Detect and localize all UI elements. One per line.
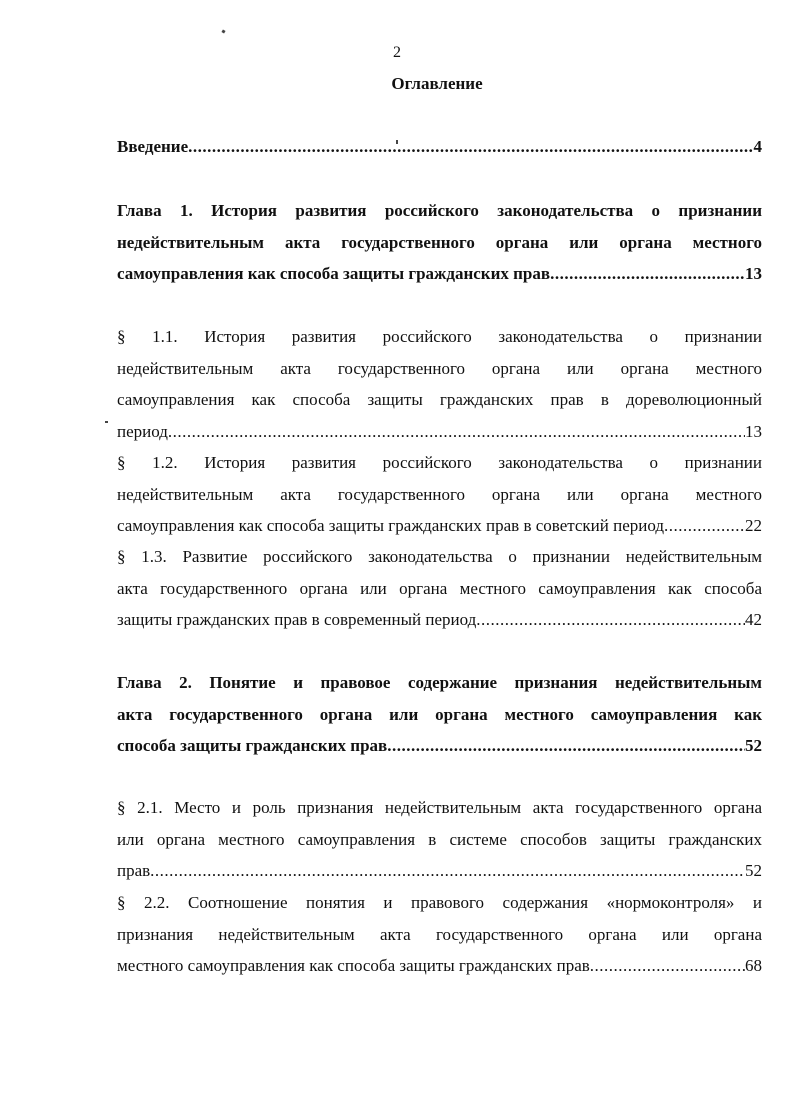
page-number: 2	[393, 44, 401, 61]
toc-entry-last-line: способа защиты гражданских прав ..... 52	[117, 730, 762, 762]
toc-page-number: 4	[753, 137, 762, 156]
toc-entry-line: акта государственного органа или органа местного самоуправления как	[117, 704, 762, 724]
toc-entry-line: самоуправления как способа защиты гражданских прав в дореволюционный	[117, 390, 762, 409]
toc-entry-introduction[interactable]	[117, 131, 762, 163]
toc-page-number: 68	[745, 956, 762, 975]
toc-page-number: 52	[745, 736, 762, 755]
scan-speck	[221, 29, 225, 33]
toc-entry-last-line: самоуправления как способа защиты гражданских прав ..... 13	[117, 258, 762, 290]
toc-entry-section-2-1[interactable]	[117, 792, 762, 887]
toc-entry-line: Глава 2. Понятие и правовое содержание признания недействительным	[117, 673, 762, 692]
scan-speck	[105, 421, 108, 423]
toc-entry-last-line: Введение ..... 4	[117, 131, 762, 163]
toc-entry-line: § 1.3. Развитие российского законодательства о признании недействительным	[117, 547, 762, 566]
toc-entry-last-line: прав ..... 52	[117, 855, 762, 887]
toc-entry-line: признания недействительным акта государственного органа или органа	[117, 924, 762, 944]
toc-entry-chapter-2[interactable]	[117, 667, 762, 762]
toc-page-number: 13	[745, 264, 762, 283]
dot-leader	[590, 950, 745, 982]
toc-entry-line: акта государственного органа или органа местного самоуправления как способа	[117, 578, 762, 598]
toc-entry-last-line: самоуправления как способа защиты гражданских прав в советский период ..... 22	[117, 510, 762, 542]
dot-leader	[188, 131, 753, 163]
toc-entry-last-line: период ..... 13	[117, 416, 762, 448]
dot-leader	[476, 604, 745, 636]
toc-entry-last-line: защиты гражданских прав в современный период ..... 42	[117, 604, 762, 636]
toc-entry-section-1-3[interactable]	[117, 541, 762, 636]
toc-entry-line: § 1.1. История развития российского законодательства о признании	[117, 327, 762, 346]
toc-title: Оглавление	[391, 74, 483, 93]
dot-leader	[664, 510, 745, 542]
toc-entry-chapter-1[interactable]	[117, 195, 762, 290]
toc-entry-section-1-1[interactable]	[117, 321, 762, 447]
toc-entry-line: Глава 1. История развития российского законодательства о признании	[117, 201, 762, 220]
toc-entry-section-2-2[interactable]	[117, 887, 762, 982]
toc-entry-line: недействительным акта государственного органа или органа местного	[117, 358, 762, 378]
dot-leader	[550, 258, 745, 290]
toc-entry-line: § 1.2. История развития российского законодательства о признании	[117, 453, 762, 472]
toc-entry-line: § 2.2. Соотношение понятия и правового содержания «нормоконтроля» и	[117, 893, 762, 912]
toc-entry-line: недействительным акта государственного органа или органа местного	[117, 232, 762, 252]
dot-leader	[168, 416, 745, 448]
dot-leader	[387, 730, 745, 762]
toc-entry-line: недействительным акта государственного органа или органа местного	[117, 484, 762, 504]
toc-entry-last-line: местного самоуправления как способа защиты гражданских прав ..... 68	[117, 950, 762, 982]
toc-page-number: 52	[745, 861, 762, 880]
toc-entry-line: § 2.1. Место и роль признания недействительным акта государственного органа	[117, 798, 762, 817]
dot-leader	[150, 855, 745, 887]
toc-page-number: 42	[745, 610, 762, 629]
toc-entry-section-1-2[interactable]	[117, 447, 762, 542]
toc-entry-line: или органа местного самоуправления в системе способов защиты гражданских	[117, 829, 762, 849]
toc-page-number: 22	[745, 516, 762, 535]
toc-page-number: 13	[745, 421, 762, 441]
